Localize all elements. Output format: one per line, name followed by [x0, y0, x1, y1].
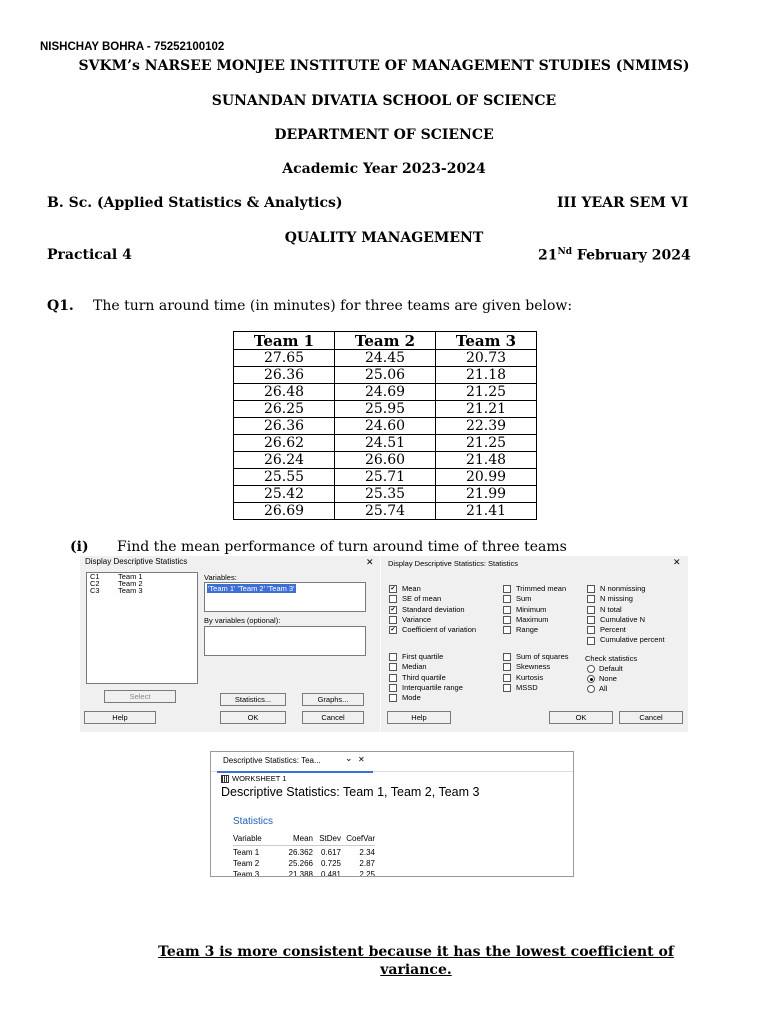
worksheet-name: WORKSHEET 1 [232, 774, 287, 783]
column-name: Team 2 [118, 579, 143, 588]
table-cell: 24.69 [335, 384, 436, 401]
output-row [233, 846, 375, 857]
close-icon[interactable]: ✕ [366, 557, 374, 567]
conclusion-text: Team 3 is more consistent because it has the lowest coefficient of variance. [158, 944, 674, 978]
table-row [234, 469, 537, 486]
table-cell: 26.24 [234, 452, 335, 469]
output-column-header: Mean [292, 834, 313, 843]
table-cell: 25.35 [335, 486, 436, 503]
practical-number: Practical 4 [47, 247, 132, 263]
checkbox[interactable] [587, 606, 595, 614]
table-cell: 26.36 [234, 367, 335, 384]
output-cell: 0.481 [320, 870, 341, 877]
table-cell: 21.41 [436, 503, 537, 520]
table-cell: 26.69 [234, 503, 335, 520]
checkbox-label: Mean [402, 584, 421, 593]
checkbox[interactable] [503, 585, 511, 593]
date-suffix: Nd [557, 247, 573, 257]
table-row [234, 384, 537, 401]
radio-option[interactable] [587, 664, 623, 674]
output-cell: Team 3 [233, 870, 260, 877]
table-row [234, 435, 537, 452]
checkbox-label: Percent [600, 625, 626, 635]
institute-title: SVKM’s NARSEE MONJEE INSTITUTE OF MANAGEMENT STUDIES (NMIMS) [78, 58, 690, 74]
checkbox-option[interactable] [503, 683, 569, 693]
checkbox-option[interactable] [503, 673, 569, 683]
table-cell: 25.06 [335, 367, 436, 384]
table-cell: 27.65 [234, 350, 335, 367]
checkbox-label: Standard deviation [402, 604, 465, 614]
table-cell: 20.73 [436, 350, 537, 367]
question-number: Q1. [47, 298, 74, 314]
checkbox-option[interactable] [503, 594, 566, 604]
table-row [234, 452, 537, 469]
radio-option[interactable] [587, 674, 623, 684]
statistics-button[interactable]: Statistics... [220, 693, 286, 706]
table-cell: 25.95 [335, 401, 436, 418]
table-cell: 22.39 [436, 418, 537, 435]
output-cell: 25.266 [288, 859, 313, 868]
checkbox-label: N nonmissing [600, 584, 646, 593]
checkbox-label: Sum [516, 594, 532, 604]
checkbox-label: SE of mean [402, 594, 442, 604]
table-cell: 21.21 [436, 401, 537, 418]
checkbox[interactable]: ✔ [390, 627, 396, 634]
output-row [233, 868, 375, 877]
checkbox[interactable]: ✔ [390, 586, 396, 593]
table-cell: 25.42 [234, 486, 335, 503]
checkbox-option[interactable] [389, 693, 463, 703]
school-title: SUNANDAN DIVATIA SCHOOL OF SCIENCE [211, 93, 557, 109]
checkbox-label: Interquartile range [402, 682, 463, 692]
output-cell: 0.725 [320, 859, 341, 868]
checkbox[interactable] [587, 637, 595, 645]
checkbox-option[interactable] [503, 615, 566, 625]
variables-field[interactable] [204, 582, 366, 612]
checkbox[interactable] [503, 674, 511, 682]
radio-button[interactable] [587, 685, 595, 693]
checkbox-option[interactable] [389, 594, 476, 604]
table-cell: 25.74 [335, 503, 436, 520]
checkbox-option[interactable] [587, 635, 665, 645]
table-cell: 21.48 [436, 452, 537, 469]
checkbox[interactable] [587, 595, 595, 603]
checkbox[interactable] [587, 626, 595, 634]
output-cell: 2.25 [359, 870, 375, 877]
date-day: 21 [538, 247, 558, 264]
question-text: The turn around time (in minutes) for three teams are given below: [93, 298, 573, 314]
table-cell: 21.18 [436, 367, 537, 384]
checkbox-option[interactable] [389, 584, 476, 594]
output-column-header: Variable [233, 834, 262, 843]
checkbox-label: Median [402, 662, 427, 672]
checkbox-option[interactable] [587, 615, 665, 625]
checkbox-option[interactable] [389, 652, 463, 662]
checkbox[interactable] [503, 616, 511, 624]
checkbox[interactable] [389, 684, 397, 692]
table-cell: 26.62 [234, 435, 335, 452]
table-row [234, 367, 537, 384]
output-heading: Descriptive Statistics: Team 1, Team 2, Team 3 [221, 785, 480, 799]
checkbox[interactable]: ✔ [390, 606, 396, 613]
variables-value: 'Team 1' 'Team 2' 'Team 3' [208, 584, 295, 593]
stats-dialog-title: Display Descriptive Statistics: Statistics [388, 559, 519, 568]
table-row [234, 401, 537, 418]
checkbox-label: Minimum [516, 604, 547, 614]
ok-button[interactable]: OK [549, 711, 613, 724]
output-cell: 0.617 [320, 848, 341, 857]
checkbox-option[interactable] [389, 625, 476, 635]
checkbox-option[interactable] [587, 625, 665, 635]
cancel-button[interactable]: Cancel [619, 711, 683, 724]
column-id: C1 [90, 572, 100, 581]
output-window [210, 751, 574, 877]
table-cell: 25.71 [335, 469, 436, 486]
table-cell: 26.36 [234, 418, 335, 435]
output-tab-bar [211, 752, 573, 772]
checkbox[interactable] [503, 684, 511, 692]
checkbox-label: Skewness [516, 662, 551, 672]
checkbox-label: Coefficient of variation [402, 625, 477, 635]
radio-label: None [599, 674, 617, 683]
column-list[interactable] [86, 572, 198, 684]
checkbox[interactable] [389, 595, 397, 603]
checkbox-option[interactable] [587, 594, 665, 604]
output-cell: 2.34 [359, 848, 375, 857]
list-item[interactable] [87, 587, 197, 594]
table-row [234, 503, 537, 520]
checkbox-label: N total [600, 604, 622, 614]
column-id: C2 [90, 579, 100, 588]
checkbox-label: First quartile [402, 652, 444, 661]
column-header: Team 2 [335, 332, 436, 350]
variables-label: Variables: [204, 573, 237, 582]
descriptive-stats-dialog [80, 556, 380, 732]
checkbox-label: Kurtosis [516, 672, 544, 682]
checkbox[interactable] [503, 595, 511, 603]
checkbox-label: Cumulative N [600, 614, 646, 624]
checkbox[interactable] [389, 653, 397, 661]
statistics-options-dialog [381, 556, 688, 732]
academic-year: Academic Year 2023-2024 [282, 161, 486, 177]
radio-button[interactable] [587, 675, 595, 683]
output-cell: 21.388 [288, 870, 313, 877]
checkbox-option[interactable] [503, 662, 569, 672]
output-row [233, 857, 375, 868]
ok-button[interactable]: OK [220, 711, 286, 724]
chevron-down-icon[interactable]: ⌄ [345, 753, 353, 763]
checkbox[interactable] [587, 585, 595, 593]
checkbox-label: Variance [402, 614, 432, 624]
radio-option[interactable] [587, 684, 623, 694]
column-id: C3 [90, 586, 100, 595]
table-cell: 21.25 [436, 435, 537, 452]
dialog-title: Display Descriptive Statistics [85, 557, 188, 566]
output-tab[interactable] [217, 752, 373, 773]
table-cell: 24.51 [335, 435, 436, 452]
checkbox[interactable] [389, 674, 397, 682]
checkbox-option[interactable] [587, 605, 665, 615]
output-tab-title: Descriptive Statistics: Tea... [223, 756, 321, 765]
output-cell: Team 2 [233, 859, 260, 868]
graphs-button[interactable]: Graphs... [302, 693, 364, 706]
table-cell: 26.25 [234, 401, 335, 418]
checkbox[interactable] [389, 616, 397, 624]
close-icon[interactable]: ✕ [358, 755, 365, 764]
checkbox-label: Trimmed mean [516, 584, 567, 593]
checkbox-option[interactable] [389, 615, 476, 625]
table-cell: 26.48 [234, 384, 335, 401]
checkbox-option[interactable] [503, 605, 566, 615]
checkbox-label: Maximum [516, 614, 549, 624]
department-title: DEPARTMENT OF SCIENCE [274, 127, 494, 143]
table-cell: 25.55 [234, 469, 335, 486]
checkbox-option[interactable] [389, 662, 463, 672]
checkbox-label: N missing [600, 594, 633, 604]
table-header-row [234, 332, 537, 350]
checkbox[interactable] [503, 626, 511, 634]
subject-title: QUALITY MANAGEMENT [284, 230, 484, 246]
table-row [234, 486, 537, 503]
select-button[interactable]: Select [104, 690, 176, 703]
checkbox-label: Cumulative percent [600, 635, 665, 645]
table-row [234, 418, 537, 435]
checkbox-label: Third quartile [402, 672, 446, 682]
part-label: (i) [70, 539, 89, 555]
help-button[interactable]: Help [84, 711, 156, 724]
part-text: Find the mean performance of turn around time of three teams [117, 539, 567, 555]
checkbox-option[interactable] [503, 584, 566, 594]
check-statistics-label: Check statistics [585, 654, 638, 663]
date-month-year: February 2024 [572, 247, 691, 264]
by-variables-field[interactable] [204, 626, 366, 656]
table-cell: 21.99 [436, 486, 537, 503]
checkbox-option[interactable] [389, 605, 476, 615]
radio-label: All [599, 684, 608, 693]
close-icon[interactable]: ✕ [673, 557, 681, 567]
column-header: Team 1 [234, 332, 335, 350]
help-button[interactable]: Help [387, 711, 451, 724]
output-column-header: CoefVar [346, 834, 375, 843]
output-column-header: StDev [319, 834, 341, 843]
table-cell: 24.60 [335, 418, 436, 435]
practical-date [538, 247, 691, 264]
checkbox-option[interactable] [587, 584, 665, 594]
radio-button[interactable] [587, 665, 595, 673]
checkbox-option[interactable] [503, 652, 569, 662]
checkbox[interactable] [503, 606, 511, 614]
by-variables-label: By variables (optional): [204, 616, 281, 625]
program-name: B. Sc. (Applied Statistics & Analytics) [47, 195, 343, 211]
table-cell: 26.60 [335, 452, 436, 469]
output-cell: 2.87 [359, 859, 375, 868]
worksheet-icon [221, 775, 229, 783]
worksheet-label [221, 774, 286, 783]
checkbox-label: Mode [402, 693, 421, 703]
cancel-button[interactable]: Cancel [302, 711, 364, 724]
output-cell: Team 1 [233, 848, 260, 857]
checkbox-label: MSSD [516, 682, 538, 692]
checkbox[interactable] [389, 694, 397, 702]
checkbox-option[interactable] [503, 625, 566, 635]
checkbox-label: Range [516, 625, 539, 635]
checkbox[interactable] [503, 663, 511, 671]
output-header-row [233, 834, 375, 846]
checkbox-option[interactable] [389, 683, 463, 693]
table-row [234, 350, 537, 367]
turnaround-table [233, 331, 537, 520]
table-cell: 21.25 [436, 384, 537, 401]
radio-label: Default [599, 664, 623, 673]
statistics-section-title: Statistics [233, 816, 274, 827]
checkbox-option[interactable] [389, 673, 463, 683]
semester: III YEAR SEM VI [557, 195, 689, 211]
table-cell: 24.45 [335, 350, 436, 367]
checkbox[interactable] [389, 663, 397, 671]
output-cell: 26.362 [288, 848, 313, 857]
column-name: Team 3 [118, 586, 143, 595]
column-header: Team 3 [436, 332, 537, 350]
checkbox[interactable] [503, 653, 511, 661]
author-name: NISHCHAY BOHRA - 75252100102 [40, 41, 225, 53]
table-cell: 20.99 [436, 469, 537, 486]
column-name: Team 1 [118, 572, 143, 581]
checkbox[interactable] [587, 616, 595, 624]
checkbox-label: Sum of squares [516, 652, 569, 661]
